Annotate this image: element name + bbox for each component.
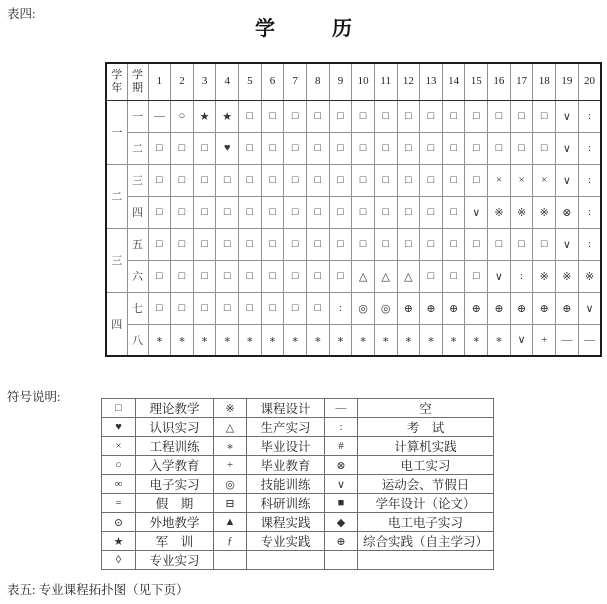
week-cell: ∗: [193, 324, 216, 356]
legend-symbol: :: [325, 418, 358, 437]
header-year: 学年: [106, 63, 127, 100]
week-cell: ♥: [216, 132, 239, 164]
legend-symbol: ♥: [102, 418, 136, 437]
legend-text: 毕业设计: [247, 437, 325, 456]
week-cell: □: [171, 132, 194, 164]
semester-row-四: [106, 196, 601, 228]
week-cell: ○: [171, 100, 194, 132]
semester-row-八: [106, 324, 601, 356]
semester-row-三: [106, 164, 601, 196]
year-label: 四: [106, 292, 127, 356]
week-cell: ※: [578, 260, 601, 292]
week-cell: □: [261, 196, 284, 228]
week-cell: ×: [533, 164, 556, 196]
legend-symbol: ◎: [214, 475, 247, 494]
header-week-17: 17: [510, 63, 533, 100]
week-cell: ⊕: [420, 292, 443, 324]
week-cell: ∨: [556, 132, 579, 164]
week-cell: □: [420, 164, 443, 196]
week-cell: □: [329, 164, 352, 196]
week-cell: □: [374, 228, 397, 260]
week-cell: □: [442, 228, 465, 260]
table5-label: 表五: 专业课程拓扑图（见下页）: [7, 583, 189, 597]
week-cell: □: [306, 228, 329, 260]
week-cell: ∨: [556, 164, 579, 196]
week-cell: □: [465, 164, 488, 196]
semester-label: 八: [127, 324, 148, 356]
week-cell: □: [306, 196, 329, 228]
week-cell: □: [465, 260, 488, 292]
week-cell: ∗: [284, 324, 307, 356]
semester-label: 二: [127, 132, 148, 164]
week-cell: ∗: [261, 324, 284, 356]
week-cell: □: [374, 132, 397, 164]
week-cell: □: [239, 196, 262, 228]
legend-symbol: ×: [102, 437, 136, 456]
header-week-12: 12: [397, 63, 420, 100]
legend-text: [247, 551, 325, 570]
week-cell: :: [510, 260, 533, 292]
week-cell: □: [216, 164, 239, 196]
legend-text: 工程训练: [136, 437, 214, 456]
semester-row-二: [106, 132, 601, 164]
week-cell: +: [533, 324, 556, 356]
legend-text: 入学教育: [136, 456, 214, 475]
legend-symbol: +: [214, 456, 247, 475]
week-cell: □: [284, 196, 307, 228]
week-cell: □: [397, 164, 420, 196]
legend-text: 电工电子实习: [358, 513, 494, 532]
week-cell: ×: [510, 164, 533, 196]
legend-text: 军 训: [136, 532, 214, 551]
week-cell: ∨: [510, 324, 533, 356]
week-cell: □: [510, 228, 533, 260]
legend-symbol: =: [102, 494, 136, 513]
week-cell: —: [148, 100, 171, 132]
week-cell: □: [397, 100, 420, 132]
week-cell: ∗: [148, 324, 171, 356]
week-cell: □: [239, 292, 262, 324]
legend-text: 课程设计: [247, 399, 325, 418]
week-cell: ∨: [488, 260, 511, 292]
year-label: 二: [106, 164, 127, 228]
legend-text: 专业实习: [136, 551, 214, 570]
week-cell: ⊕: [533, 292, 556, 324]
header-week-9: 9: [329, 63, 352, 100]
semester-label: 五: [127, 228, 148, 260]
legend-text: 空: [358, 399, 494, 418]
legend-label: 符号说明:: [7, 390, 61, 404]
week-cell: □: [397, 228, 420, 260]
week-cell: ⊕: [465, 292, 488, 324]
legend-symbol: ⊙: [102, 513, 136, 532]
week-cell: ⊕: [397, 292, 420, 324]
week-cell: ∨: [578, 292, 601, 324]
legend-text: 计算机实践: [358, 437, 494, 456]
week-cell: □: [488, 132, 511, 164]
legend-symbol: ∞: [102, 475, 136, 494]
legend-symbol: ⊗: [325, 456, 358, 475]
week-cell: □: [261, 164, 284, 196]
week-cell: □: [284, 132, 307, 164]
week-cell: □: [442, 196, 465, 228]
week-cell: □: [261, 228, 284, 260]
semester-label: 七: [127, 292, 148, 324]
semester-row-五: [106, 228, 601, 260]
week-cell: □: [193, 196, 216, 228]
week-cell: □: [352, 164, 375, 196]
week-cell: □: [420, 196, 443, 228]
header-week-19: 19: [556, 63, 579, 100]
header-week-14: 14: [442, 63, 465, 100]
legend-text: 综合实践（自主学习）: [358, 532, 494, 551]
legend-text: 理论教学: [136, 399, 214, 418]
week-cell: □: [284, 260, 307, 292]
week-cell: ∗: [374, 324, 397, 356]
legend-symbol: #: [325, 437, 358, 456]
legend-symbol: ƒ: [214, 532, 247, 551]
week-cell: □: [374, 100, 397, 132]
week-cell: □: [148, 196, 171, 228]
week-cell: □: [193, 260, 216, 292]
week-cell: ★: [193, 100, 216, 132]
week-cell: ∗: [442, 324, 465, 356]
header-week-10: 10: [352, 63, 375, 100]
week-cell: ∗: [352, 324, 375, 356]
week-cell: □: [420, 132, 443, 164]
week-cell: ∗: [329, 324, 352, 356]
legend-symbol: △: [214, 418, 247, 437]
legend-symbol: ◊: [102, 551, 136, 570]
week-cell: □: [442, 132, 465, 164]
week-cell: □: [239, 132, 262, 164]
legend-text: [358, 551, 494, 570]
week-cell: □: [488, 100, 511, 132]
week-cell: □: [284, 228, 307, 260]
legend-text: 考 试: [358, 418, 494, 437]
header-semester: 学期: [127, 63, 148, 100]
legend-symbol: [214, 551, 247, 570]
legend-row: [102, 475, 494, 494]
legend-text: 课程实践: [247, 513, 325, 532]
week-cell: □: [442, 260, 465, 292]
week-cell: ※: [533, 196, 556, 228]
legend-row: [102, 494, 494, 513]
legend-text: 生产实习: [247, 418, 325, 437]
week-cell: △: [374, 260, 397, 292]
week-cell: □: [352, 196, 375, 228]
week-cell: □: [420, 228, 443, 260]
week-cell: □: [193, 164, 216, 196]
semester-row-七: [106, 292, 601, 324]
week-cell: ∨: [465, 196, 488, 228]
legend-symbol: [325, 551, 358, 570]
legend-symbol: ⊟: [214, 494, 247, 513]
week-cell: :: [578, 100, 601, 132]
legend-row: [102, 399, 494, 418]
week-cell: ∗: [488, 324, 511, 356]
table4-label: 表四:: [7, 7, 36, 21]
week-cell: □: [284, 164, 307, 196]
legend-symbol: ◆: [325, 513, 358, 532]
week-cell: □: [148, 260, 171, 292]
week-cell: □: [171, 164, 194, 196]
week-cell: ◎: [374, 292, 397, 324]
week-cell: □: [148, 164, 171, 196]
week-cell: □: [193, 292, 216, 324]
semester-label: 一: [127, 100, 148, 132]
legend-symbol: ⊕: [325, 532, 358, 551]
week-cell: ∗: [216, 324, 239, 356]
week-cell: □: [239, 260, 262, 292]
legend-text: 电工实习: [358, 456, 494, 475]
week-cell: □: [216, 196, 239, 228]
week-cell: □: [329, 132, 352, 164]
week-cell: □: [374, 196, 397, 228]
week-cell: □: [306, 100, 329, 132]
legend-symbol: ※: [214, 399, 247, 418]
week-cell: □: [171, 292, 194, 324]
week-cell: □: [306, 132, 329, 164]
week-cell: :: [578, 196, 601, 228]
semester-row-一: [106, 100, 601, 132]
week-cell: ∗: [306, 324, 329, 356]
header-week-13: 13: [420, 63, 443, 100]
week-cell: —: [578, 324, 601, 356]
header-week-16: 16: [488, 63, 511, 100]
week-cell: □: [239, 228, 262, 260]
header-week-4: 4: [216, 63, 239, 100]
week-cell: □: [171, 260, 194, 292]
legend-row: [102, 513, 494, 532]
legend-symbol: ○: [102, 456, 136, 475]
week-cell: ×: [488, 164, 511, 196]
week-cell: ★: [216, 100, 239, 132]
week-cell: ⊗: [556, 196, 579, 228]
legend-text: 外地教学: [136, 513, 214, 532]
week-cell: □: [329, 100, 352, 132]
week-cell: □: [533, 132, 556, 164]
semester-label: 三: [127, 164, 148, 196]
week-cell: ※: [488, 196, 511, 228]
week-cell: □: [306, 164, 329, 196]
header-week-7: 7: [284, 63, 307, 100]
week-cell: ◎: [352, 292, 375, 324]
week-cell: □: [352, 228, 375, 260]
week-cell: ∨: [556, 100, 579, 132]
week-cell: □: [329, 196, 352, 228]
week-cell: □: [306, 260, 329, 292]
legend-row: [102, 551, 494, 570]
week-cell: :: [578, 228, 601, 260]
week-cell: □: [397, 196, 420, 228]
week-cell: ⊕: [510, 292, 533, 324]
week-cell: □: [465, 100, 488, 132]
week-cell: □: [239, 100, 262, 132]
legend-text: 技能训练: [247, 475, 325, 494]
legend-symbol: ∨: [325, 475, 358, 494]
legend-text: 专业实践: [247, 532, 325, 551]
week-cell: □: [488, 228, 511, 260]
week-cell: □: [216, 228, 239, 260]
week-cell: □: [148, 228, 171, 260]
week-cell: □: [171, 196, 194, 228]
week-cell: □: [352, 100, 375, 132]
week-cell: :: [578, 132, 601, 164]
legend-symbol: ∗: [214, 437, 247, 456]
schedule-header-row: [106, 63, 601, 100]
legend-text: 假 期: [136, 494, 214, 513]
week-cell: ※: [510, 196, 533, 228]
week-cell: ∗: [239, 324, 262, 356]
header-week-20: 20: [578, 63, 601, 100]
week-cell: ∗: [397, 324, 420, 356]
week-cell: :: [329, 292, 352, 324]
legend-symbol: ▲: [214, 513, 247, 532]
year-label: 一: [106, 100, 127, 164]
semester-label: 六: [127, 260, 148, 292]
week-cell: □: [216, 260, 239, 292]
week-cell: □: [306, 292, 329, 324]
week-cell: ※: [533, 260, 556, 292]
week-cell: □: [284, 292, 307, 324]
week-cell: ∗: [420, 324, 443, 356]
week-cell: □: [261, 132, 284, 164]
legend-row: [102, 532, 494, 551]
week-cell: △: [397, 260, 420, 292]
legend-text: 认识实习: [136, 418, 214, 437]
page-title-wrap: [0, 12, 607, 41]
week-cell: □: [442, 164, 465, 196]
week-cell: ∗: [171, 324, 194, 356]
week-cell: □: [420, 260, 443, 292]
week-cell: □: [148, 132, 171, 164]
page-title: 学历: [255, 18, 409, 40]
week-cell: □: [510, 132, 533, 164]
week-cell: ⊕: [442, 292, 465, 324]
week-cell: □: [374, 164, 397, 196]
header-week-3: 3: [193, 63, 216, 100]
week-cell: □: [533, 100, 556, 132]
legend-symbol: —: [325, 399, 358, 418]
week-cell: □: [171, 228, 194, 260]
header-week-8: 8: [306, 63, 329, 100]
week-cell: ※: [556, 260, 579, 292]
legend-symbol: ■: [325, 494, 358, 513]
week-cell: □: [261, 100, 284, 132]
week-cell: :: [578, 164, 601, 196]
legend-text: 运动会、节假日: [358, 475, 494, 494]
legend-text: 学年设计（论文）: [358, 494, 494, 513]
year-label: 三: [106, 228, 127, 292]
week-cell: □: [465, 228, 488, 260]
week-cell: □: [397, 132, 420, 164]
week-cell: □: [148, 292, 171, 324]
header-week-1: 1: [148, 63, 171, 100]
week-cell: □: [465, 132, 488, 164]
header-week-6: 6: [261, 63, 284, 100]
week-cell: □: [261, 260, 284, 292]
week-cell: □: [533, 228, 556, 260]
header-week-15: 15: [465, 63, 488, 100]
legend-text: 电子实习: [136, 475, 214, 494]
legend-text: 科研训练: [247, 494, 325, 513]
week-cell: □: [239, 164, 262, 196]
symbol-legend-table: [101, 398, 494, 570]
week-cell: ∗: [465, 324, 488, 356]
week-cell: ∨: [556, 228, 579, 260]
header-week-5: 5: [239, 63, 262, 100]
academic-calendar-table: [105, 62, 602, 357]
week-cell: △: [352, 260, 375, 292]
week-cell: —: [556, 324, 579, 356]
semester-row-六: [106, 260, 601, 292]
week-cell: ⊕: [556, 292, 579, 324]
legend-row: [102, 456, 494, 475]
week-cell: □: [193, 228, 216, 260]
week-cell: □: [329, 228, 352, 260]
week-cell: □: [329, 260, 352, 292]
semester-label: 四: [127, 196, 148, 228]
legend-row: [102, 418, 494, 437]
header-week-11: 11: [374, 63, 397, 100]
header-week-18: 18: [533, 63, 556, 100]
legend-symbol: □: [102, 399, 136, 418]
legend-symbol: ★: [102, 532, 136, 551]
week-cell: □: [510, 100, 533, 132]
legend-text: 毕业教育: [247, 456, 325, 475]
week-cell: □: [193, 132, 216, 164]
week-cell: □: [216, 292, 239, 324]
header-week-2: 2: [171, 63, 194, 100]
week-cell: ⊕: [488, 292, 511, 324]
week-cell: □: [420, 100, 443, 132]
week-cell: □: [442, 100, 465, 132]
legend-row: [102, 437, 494, 456]
week-cell: □: [352, 132, 375, 164]
week-cell: □: [261, 292, 284, 324]
week-cell: □: [284, 100, 307, 132]
